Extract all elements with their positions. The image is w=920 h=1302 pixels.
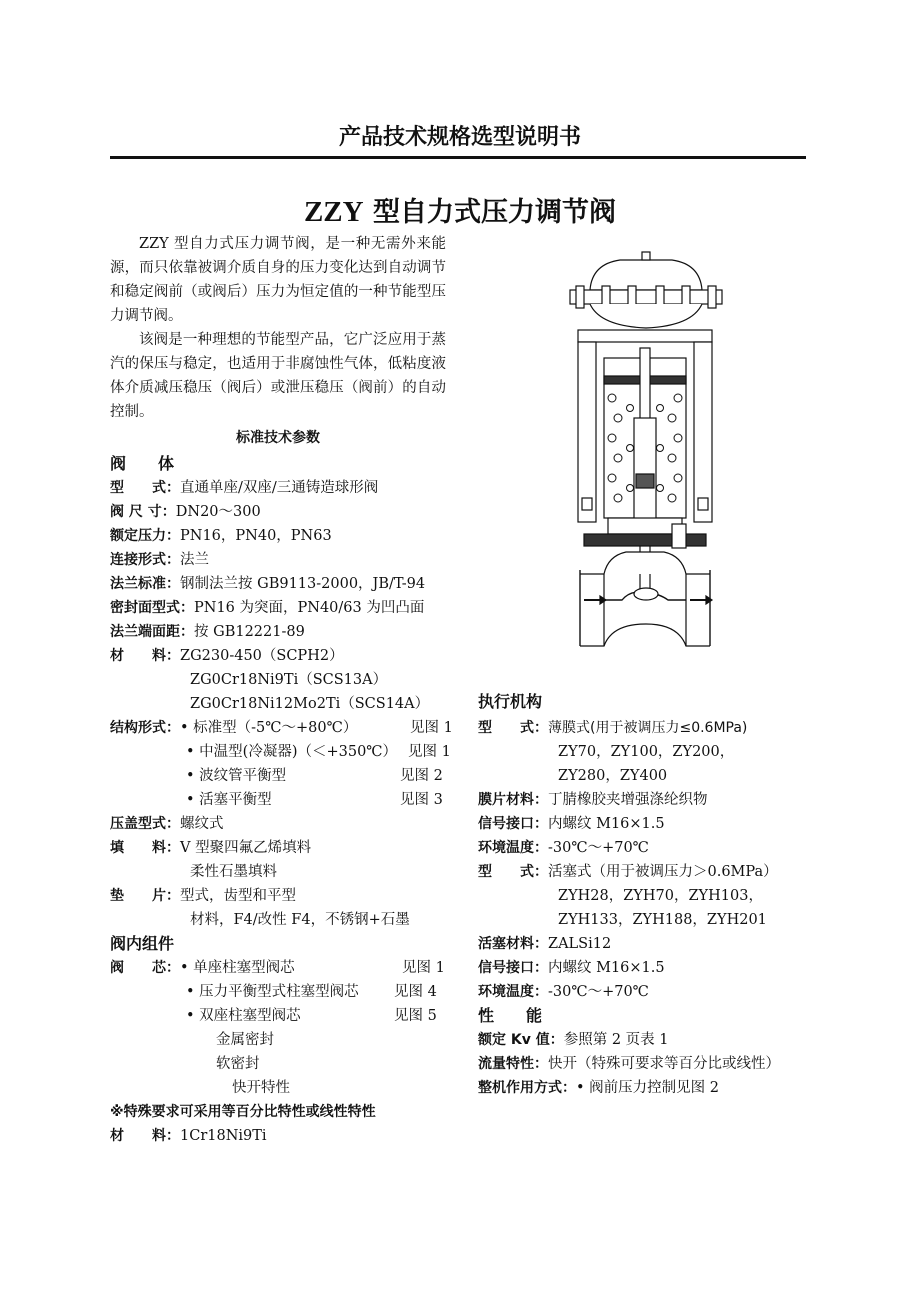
seal-item: 金属密封 bbox=[216, 1032, 274, 1048]
actuator-type-2: 型 式：活塞式（用于被调压力＞0.6MPa） bbox=[478, 864, 778, 880]
product-name: 型自力式压力调节阀 bbox=[363, 197, 617, 228]
gasket-item: 材料，F4/改性 F4，不锈钢+石墨 bbox=[190, 912, 410, 928]
spec-flange: 法兰标准：钢制法兰按 GB9113-2000，JB/T-94 bbox=[110, 576, 426, 592]
bonnet-flange bbox=[584, 534, 706, 546]
membrane-material: 膜片材料：丁腈橡胶夹增强涤纶织物 bbox=[478, 792, 708, 808]
valve-body bbox=[580, 552, 710, 574]
spec-connection: 连接形式：法兰 bbox=[110, 552, 209, 568]
spec-face-distance: 法兰端面距：按 GB12221-89 bbox=[110, 624, 305, 640]
ambient-temp-1: 环境温度：-30℃～+70℃ bbox=[478, 840, 649, 856]
actuator-models: ZY280，ZY400 bbox=[558, 768, 668, 784]
actuator-models: ZY70，ZY100，ZY200， bbox=[558, 744, 735, 760]
performance-heading: 性 能 bbox=[478, 1006, 543, 1025]
structure-item: • 波纹管平衡型 bbox=[186, 768, 287, 784]
document-title bbox=[0, 190, 920, 229]
spec-heading: 标准技术参数 bbox=[236, 430, 320, 446]
flow-characteristic: 快开特性 bbox=[232, 1080, 290, 1096]
figure-ref: 见图 1 bbox=[410, 720, 453, 736]
material-item: ZG0Cr18Ni9Ti（SCS13A） bbox=[190, 672, 388, 688]
ambient-temp-2: 环境温度：-30℃～+70℃ bbox=[478, 984, 649, 1000]
core-item: • 双座柱塞型阀芯 bbox=[186, 1008, 301, 1024]
trim-heading: 阀内组件 bbox=[110, 934, 175, 953]
core-item: • 压力平衡型式柱塞型阀芯 bbox=[186, 984, 359, 1000]
spec-packing: 填 料：V 型聚四氟乙烯填料 bbox=[110, 840, 312, 856]
figure-ref: 见图 1 bbox=[408, 744, 451, 760]
figure-ref: 见图 5 bbox=[394, 1008, 437, 1024]
valve-cross-section-drawing bbox=[560, 248, 730, 653]
spec-trim-material: 材 料：1Cr18Ni9Ti bbox=[110, 1128, 267, 1144]
special-note: ※特殊要求可采用等百分比特性或线性特性 bbox=[110, 1104, 376, 1120]
spec-core: 阀 芯：• 单座柱塞型阀芯 bbox=[110, 960, 295, 976]
valve-plug bbox=[634, 588, 658, 600]
signal-port-2: 信号接口：内螺纹 M16×1.5 bbox=[478, 960, 665, 976]
piston-material: 活塞材料：ZALSi12 bbox=[478, 936, 612, 952]
figure-ref: 见图 4 bbox=[394, 984, 437, 1000]
body-heading: 阀 体 bbox=[110, 454, 175, 473]
spec-seal-face: 密封面型式：PN16 为突面，PN40/63 为凹凸面 bbox=[110, 600, 425, 616]
spec-size: 阀 尺 寸：DN20～300 bbox=[110, 504, 261, 520]
spec-gasket: 垫 片：型式，齿型和平型 bbox=[110, 888, 296, 904]
spec-structure: 结构形式：• 标准型（-5℃～+80℃） bbox=[110, 720, 358, 736]
intro-paragraph-1: ZZY 型自力式压力调节阀，是一种无需外来能源，而只依靠被调介质自身的压力变化达到自动调节和稳定阀前（或阀后）压力为恒定值的一种节能型压力调节阀。 bbox=[110, 236, 446, 324]
page-title: 产品技术规格选型说明书 bbox=[338, 125, 581, 150]
spec-pressure: 额定压力：PN16，PN40，PN63 bbox=[110, 528, 332, 544]
actuator-type-1: 型 式：薄膜式(用于被调压力≤0.6MPa) bbox=[478, 720, 748, 736]
figure-ref: 见图 2 bbox=[400, 768, 443, 784]
intro-paragraph-2: 该阀是一种理想的节能型产品，它广泛应用于蒸汽的保压与稳定，也适用于非腐蚀性气体，低粘度液体介质减压稳压（阀后）或泄压稳压（阀前）的自动控制。 bbox=[110, 332, 446, 420]
action-mode: 整机作用方式：• 阀前压力控制见图 2 bbox=[478, 1080, 719, 1096]
rated-kv: 额定 Kv 值：参照第 2 页表 1 bbox=[478, 1032, 669, 1048]
intro-text bbox=[110, 232, 446, 424]
material-item: ZG0Cr18Ni12Mo2Ti（SCS14A） bbox=[190, 696, 430, 712]
seal-item: 软密封 bbox=[216, 1056, 260, 1072]
spec-type: 型 式：直通单座/双座/三通铸造球形阀 bbox=[110, 480, 379, 496]
model-code: ZZY bbox=[303, 196, 364, 228]
actuator-flange bbox=[570, 290, 722, 304]
packing-item: 柔性石墨填料 bbox=[190, 864, 277, 880]
actuator-models: ZYH28，ZYH70，ZYH103， bbox=[558, 888, 763, 904]
spec-material: 材 料：ZG230-450（SCPH2） bbox=[110, 648, 344, 664]
actuator-models: ZYH133，ZYH188，ZYH201 bbox=[558, 912, 767, 928]
flow-characteristic-perf: 流量特性：快开（特殊可要求等百分比或线性） bbox=[478, 1056, 780, 1072]
actuator-heading: 执行机构 bbox=[478, 692, 543, 711]
structure-item: • 中温型(冷凝器)（＜+350℃） bbox=[186, 744, 398, 760]
yoke-left bbox=[578, 342, 596, 522]
figure-ref: 见图 3 bbox=[400, 792, 443, 808]
title-divider bbox=[110, 156, 806, 159]
spec-bonnet: 压盖型式：螺纹式 bbox=[110, 816, 224, 832]
signal-port-1: 信号接口：内螺纹 M16×1.5 bbox=[478, 816, 665, 832]
figure-ref: 见图 1 bbox=[402, 960, 445, 976]
structure-item: • 活塞平衡型 bbox=[186, 792, 272, 808]
yoke-right bbox=[694, 342, 712, 522]
vent-plug bbox=[642, 252, 650, 260]
